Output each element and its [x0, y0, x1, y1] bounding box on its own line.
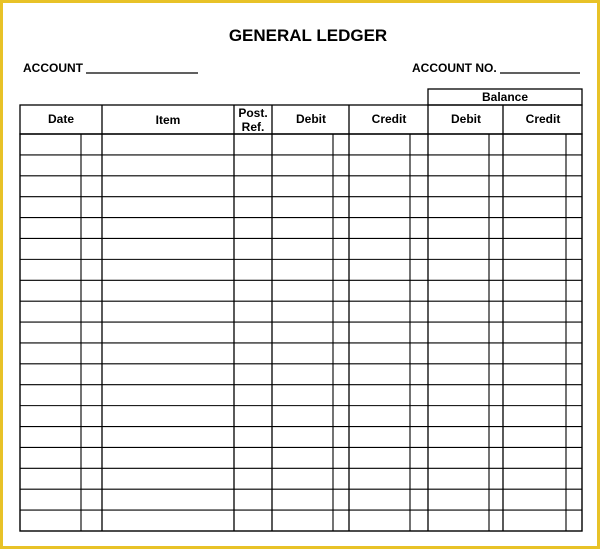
ledger-entry-row[interactable] — [20, 301, 582, 322]
account-label: ACCOUNT — [23, 61, 83, 75]
ledger-entry-row[interactable] — [20, 259, 582, 280]
col-header-debit: Debit — [296, 112, 326, 126]
ledger-entry-row[interactable] — [20, 343, 582, 364]
ledger-entry-row[interactable] — [20, 510, 582, 531]
ledger-entry-row[interactable] — [20, 322, 582, 343]
ledger-entry-row[interactable] — [20, 155, 582, 176]
form-title: GENERAL LEDGER — [228, 26, 388, 45]
account-no-label: ACCOUNT NO. — [412, 61, 497, 75]
ledger-entry-row[interactable] — [20, 364, 582, 385]
col-header-balance-credit: Credit — [525, 112, 561, 126]
ledger-entry-row[interactable] — [20, 280, 582, 301]
col-header-date: Date — [47, 112, 75, 126]
ledger-entry-row[interactable] — [20, 385, 582, 406]
ledger-entry-row[interactable] — [20, 447, 582, 468]
col-header-balance-debit: Debit — [451, 112, 481, 126]
ledger-entry-row[interactable] — [20, 489, 582, 510]
balance-header: Balance — [481, 90, 529, 104]
ledger-entry-row[interactable] — [20, 176, 582, 197]
col-header-item: Item — [155, 113, 181, 127]
col-header-ref: Ref. — [241, 120, 265, 134]
ledger-grid — [20, 105, 582, 531]
ledger-entry-row[interactable] — [20, 427, 582, 448]
ledger-entry-row[interactable] — [20, 197, 582, 218]
col-header-post: Post. — [238, 106, 268, 120]
ledger-entry-row[interactable] — [20, 468, 582, 489]
ledger-entry-row[interactable] — [20, 134, 582, 155]
ledger-entry-row[interactable] — [20, 406, 582, 427]
ledger-entry-row[interactable] — [20, 238, 582, 259]
col-header-credit: Credit — [371, 112, 407, 126]
ledger-entry-row[interactable] — [20, 218, 582, 239]
